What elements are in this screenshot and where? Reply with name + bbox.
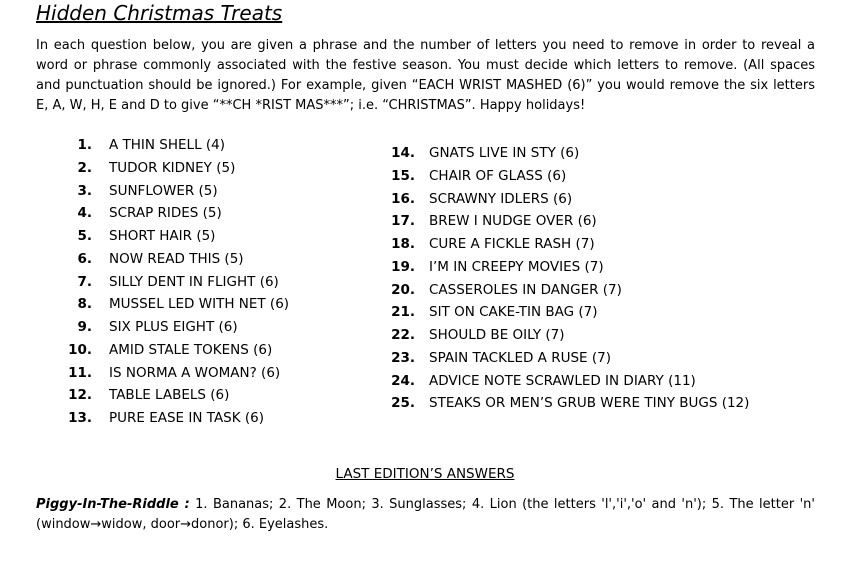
question-item <box>385 347 749 370</box>
question-number: 1. <box>77 137 92 153</box>
question-text: SHORT HAIR (5) <box>109 228 216 244</box>
question-text: NOW READ THIS (5) <box>109 250 244 267</box>
question-item <box>385 324 749 347</box>
question-text: CURE A FICKLE RASH (7) <box>429 236 595 252</box>
question-item <box>62 202 289 225</box>
question-number: 5. <box>77 228 92 244</box>
question-text: A THIN SHELL (4) <box>109 137 226 153</box>
answers-heading: LAST EDITION’S ANSWERS <box>335 466 515 482</box>
question-text: TABLE LABELS (6) <box>109 387 230 404</box>
question-text: SIX PLUS EIGHT (6) <box>109 319 238 335</box>
question-item <box>385 392 749 415</box>
question-item <box>62 248 289 271</box>
question-number: 9. <box>77 319 92 335</box>
questions-right-column <box>385 142 749 415</box>
question-text: SCRAP RIDES (5) <box>109 205 222 222</box>
question-text: SHOULD BE OILY (7) <box>429 327 565 343</box>
question-text: CHAIR OF GLASS (6) <box>429 167 567 184</box>
question-item <box>62 384 289 407</box>
question-number: 23. <box>391 349 415 366</box>
question-text: SCRAWNY IDLERS (6) <box>429 190 573 207</box>
question-item <box>385 301 749 324</box>
question-text: SILLY DENT IN FLIGHT (6) <box>109 273 279 290</box>
question-number: 24. <box>391 372 415 389</box>
question-number: 21. <box>391 304 415 321</box>
question-number: 10. <box>68 341 92 358</box>
question-number: 8. <box>77 296 92 313</box>
question-text: PURE EASE IN TASK (6) <box>109 410 265 426</box>
questions-left-column <box>62 134 289 430</box>
question-item <box>385 142 749 165</box>
question-text: SUNFLOWER (5) <box>109 182 218 199</box>
question-number: 6. <box>77 250 92 267</box>
question-number: 19. <box>391 258 415 275</box>
question-text: GNATS LIVE IN STY (6) <box>429 145 580 161</box>
question-text: MUSSEL LED WITH NET (6) <box>109 296 290 313</box>
question-number: 11. <box>68 364 92 381</box>
question-text: STEAKS OR MEN’S GRUB WERE TINY BUGS (12) <box>429 395 750 412</box>
question-item <box>62 293 289 316</box>
question-number: 4. <box>77 205 92 222</box>
question-number: 2. <box>77 159 92 176</box>
question-text: TUDOR KIDNEY (5) <box>109 159 236 176</box>
question-number: 22. <box>391 327 415 343</box>
question-text: ADVICE NOTE SCRAWLED IN DIARY (11) <box>429 372 696 389</box>
question-text: IS NORMA A WOMAN? (6) <box>109 364 281 381</box>
question-text: I’M IN CREEPY MOVIES (7) <box>429 258 604 275</box>
question-item <box>62 180 289 203</box>
question-item <box>62 134 289 157</box>
question-number: 25. <box>391 395 415 412</box>
question-item <box>62 407 289 430</box>
question-item <box>385 370 749 393</box>
question-item <box>62 271 289 294</box>
question-text: CASSEROLES IN DANGER (7) <box>429 281 622 298</box>
question-text: AMID STALE TOKENS (6) <box>109 341 273 358</box>
question-number: 7. <box>77 273 92 290</box>
question-item <box>385 256 749 279</box>
question-item <box>62 339 289 362</box>
intro-paragraph: In each question below, you are given a phrase and the number of letters you need to remove in order to reveal a word or phrase commonly associated with the festive season. You must decide which letters to remove. (All spaces and punctuation should be ignored.) For example, given “EACH WRIST MASHED (6)” you would remove the six letters E, A, W, H, E and D to give “**CH *RIST MAS***”; i.e. “CHRISTMAS”. Happy holidays! <box>36 38 815 113</box>
question-item <box>62 225 289 248</box>
answers-body <box>36 495 815 535</box>
question-number: 12. <box>68 387 92 404</box>
question-number: 16. <box>391 190 415 207</box>
question-number: 14. <box>391 145 415 161</box>
page-title: Hidden Christmas Treats <box>36 1 283 25</box>
question-number: 15. <box>391 167 415 184</box>
question-item <box>385 210 749 233</box>
question-number: 3. <box>77 182 92 199</box>
question-item <box>62 316 289 339</box>
question-number: 13. <box>68 410 92 426</box>
question-number: 18. <box>391 236 415 252</box>
question-item <box>62 157 289 180</box>
question-number: 20. <box>391 281 415 298</box>
question-text: SIT ON CAKE-TIN BAG (7) <box>429 304 598 321</box>
answers-puzzle-name: Piggy-In-The-Riddle : <box>36 497 190 512</box>
question-item <box>385 188 749 211</box>
answers-text: 1. Bananas; 2. The Moon; 3. Sunglasses; 4. Lion (the letters 'l','i','o' and 'n'); 5. The letter 'n' (window→widow, door→donor); 6. Eyelashes. <box>36 497 815 532</box>
question-item <box>385 233 749 256</box>
question-number: 17. <box>391 213 415 230</box>
question-item <box>62 362 289 385</box>
question-text: BREW I NUDGE OVER (6) <box>429 213 597 230</box>
question-text: SPAIN TACKLED A RUSE (7) <box>429 349 611 366</box>
question-item <box>385 279 749 302</box>
question-item <box>385 165 749 188</box>
